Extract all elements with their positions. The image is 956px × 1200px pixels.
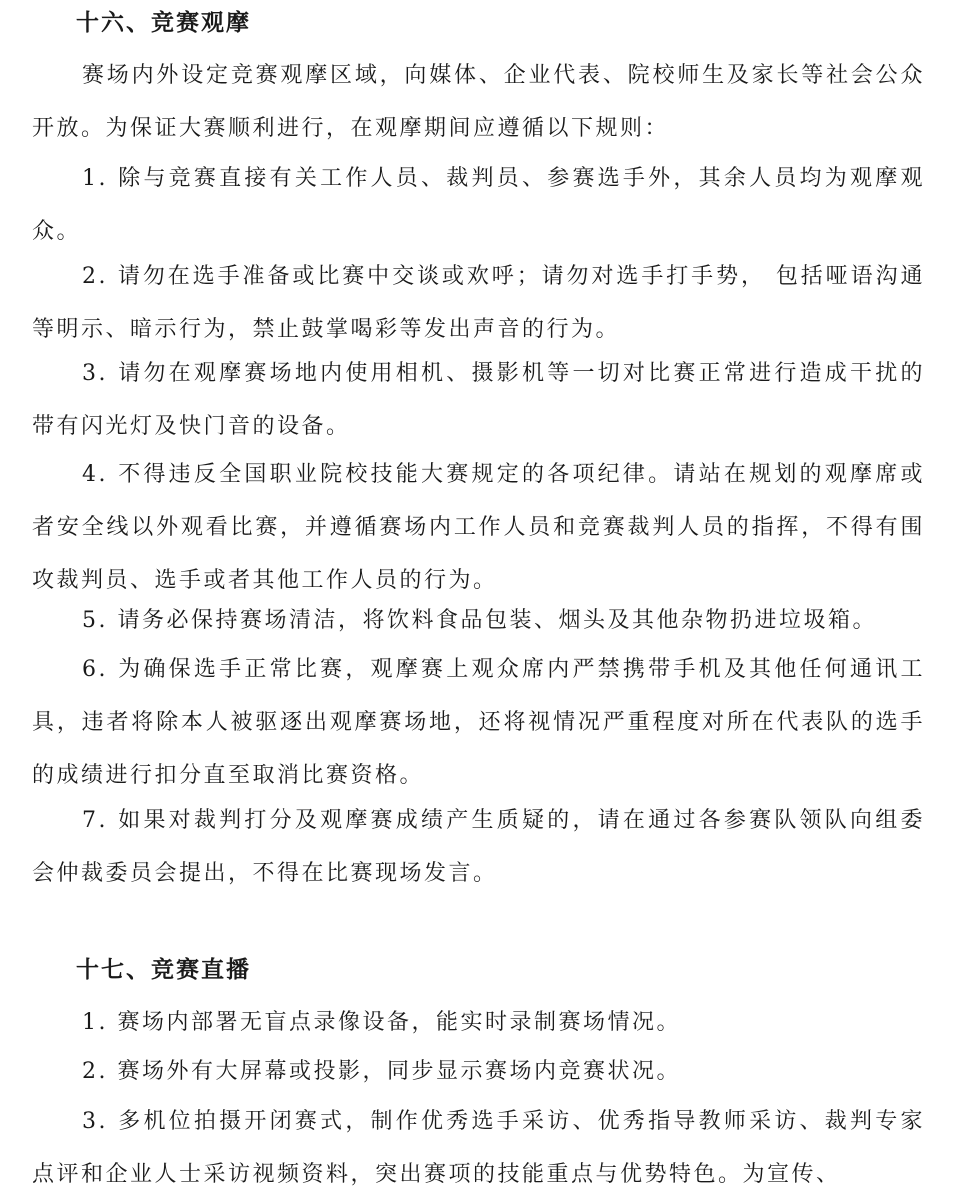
rule-4-paragraph: 4. 不得违反全国职业院校技能大赛规定的各项纪律。请站在规划的观摩席或者安全线以外观看比赛，并遵循赛场内工作人员和竞赛裁判人员的指挥，不得有围攻裁判员、选手或者其他工作人员的行为。 xyxy=(32,462,925,593)
rule-3-paragraph: 3. 请勿在观摩赛场地内使用相机、摄影机等一切对比赛正常进行造成干扰的带有闪光灯及快门音的设备。 xyxy=(32,361,925,439)
broadcast-item-1-paragraph: 1. 赛场内部署无盲点录像设备，能实时录制赛场情况。 xyxy=(82,1010,681,1035)
section-16-intro-paragraph: 赛场内外设定竞赛观摩区域，向媒体、企业代表、院校师生及家长等社会公众开放。为保证大赛顺利进行，在观摩期间应遵循以下规则： xyxy=(32,63,925,141)
section-heading-16: 十六、竞赛观摩 xyxy=(76,10,251,36)
section-heading-17: 十七、竞赛直播 xyxy=(76,957,251,983)
rule-2-paragraph: 2. 请勿在选手准备或比赛中交谈或欢呼；请勿对选手打手势， 包括哑语沟通等明示、暗示行为，禁止鼓掌喝彩等发出声音的行为。 xyxy=(32,264,925,342)
rule-5-paragraph: 5. 请务必保持赛场清洁，将饮料食品包装、烟头及其他杂物扔进垃圾箱。 xyxy=(82,608,877,633)
broadcast-item-3-paragraph: 3. 多机位拍摄开闭赛式，制作优秀选手采访、优秀指导教师采访、裁判专家点评和企业人士采访视频资料，突出赛项的技能重点与优势特色。为宣传、 xyxy=(32,1109,925,1187)
rule-6-paragraph: 6. 为确保选手正常比赛，观摩赛上观众席内严禁携带手机及其他任何通讯工具，违者将除本人被驱逐出观摩赛场地，还将视情况严重程度对所在代表队的选手的成绩进行扣分直至取消比赛资格。 xyxy=(32,657,925,788)
broadcast-item-2-paragraph: 2. 赛场外有大屏幕或投影，同步显示赛场内竞赛状况。 xyxy=(82,1059,681,1084)
rule-7-paragraph: 7. 如果对裁判打分及观摩赛成绩产生质疑的，请在通过各参赛队领队向组委会仲裁委员会提出，不得在比赛现场发言。 xyxy=(32,808,925,886)
rule-1-paragraph: 1. 除与竞赛直接有关工作人员、裁判员、参赛选手外，其余人员均为观摩观众。 xyxy=(32,166,925,244)
